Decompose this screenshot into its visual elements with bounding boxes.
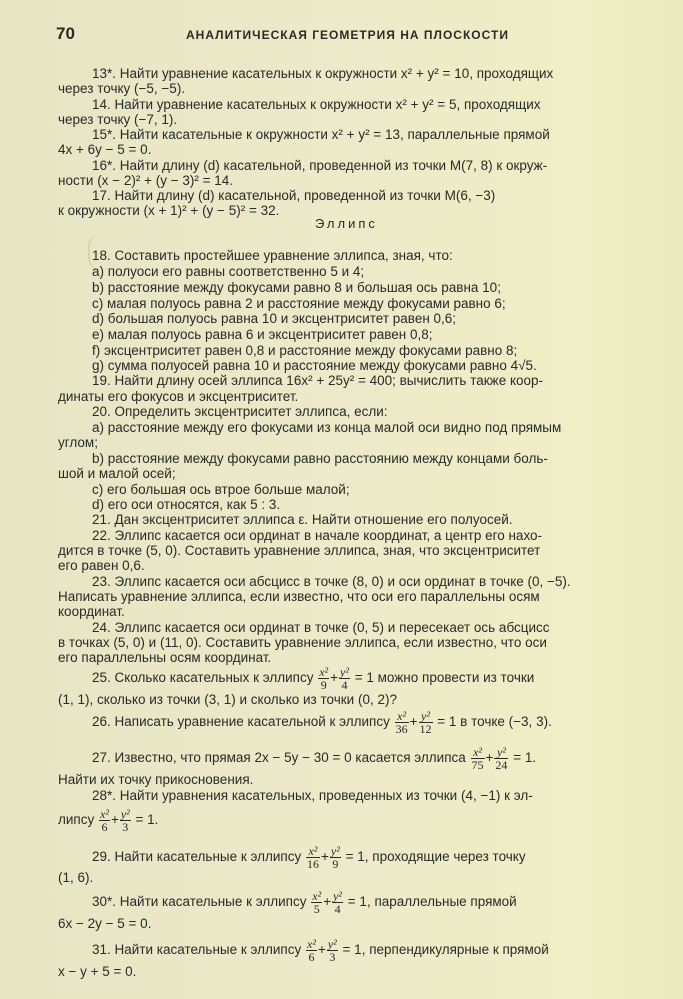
fraction: $\frac{\text{x²}}{6}$ <box>100 807 109 834</box>
problem-24-line-1: 24. Эллипс касается оси ординат в точке (0, 5) и пересекает ось абсцисс <box>92 620 550 635</box>
text: = 1 в точке (−3, 3). <box>437 714 552 730</box>
problem-25-line-1: 25. Сколько касательных к эллипсу $\frac{\text{x²}}{9}$ + $\frac{\text{y²}}{4}$ = 1 можно провести из точки <box>92 665 535 692</box>
problem-18-c: c) малая полуось равна 2 и расстояние между фокусами равно 6; <box>92 296 506 311</box>
problem-20-a-line-1: a) расстояние между его фокусами из конца малой оси видно под прямым <box>92 420 562 435</box>
text: 26. Написать уравнение касательной к эллипсу <box>92 714 390 730</box>
section-title: Эллипс <box>315 216 378 231</box>
problem-27-line-2: Найти их точку прикосновения. <box>58 772 254 787</box>
problem-14-line-2: через точку (−7, 1). <box>58 112 178 127</box>
fraction: $\frac{\text{y²}}{4}$ <box>333 889 343 916</box>
text: 29. Найти касательные к эллипсу <box>92 849 302 865</box>
problem-23-line-1: 23. Эллипс касается оси абсцисс в точке (8, 0) и оси ординат в точке (0, −5). <box>92 574 571 589</box>
running-head: АНАЛИТИЧЕСКАЯ ГЕОМЕТРИЯ НА ПЛОСКОСТИ <box>186 28 509 42</box>
text: = 1, проходящие через точку <box>345 849 526 865</box>
problem-17-line-2: к окружности (x + 1)² + (y − 5)² = 32. <box>58 203 280 218</box>
fraction: $\frac{\text{x²}}{75}$ <box>471 745 484 772</box>
fraction: $\frac{\text{x²}}{5}$ <box>312 889 322 916</box>
fraction: $\frac{\text{y²}}{9}$ <box>330 844 340 871</box>
text: 27. Известно, что прямая 2x − 5y − 30 = 0 касается эллипса <box>92 750 466 766</box>
problem-18-line: 18. Составить простейшее уравнение эллипса, зная, что: <box>92 248 453 263</box>
problem-20-a-line-2: углом; <box>58 435 98 450</box>
page-header <box>56 24 643 44</box>
problem-13-line-1: 13*. Найти уравнение касательных к окружности x² + y² = 10, проходящих <box>92 66 554 81</box>
page-number: 70 <box>56 24 75 43</box>
problem-25-line-2: (1, 1), сколько из точки (3, 1) и сколько из точки (0, 2)? <box>58 692 397 707</box>
fraction: $\frac{\text{x²}}{36}$ <box>395 709 408 736</box>
problem-29-line-2: (1, 6). <box>58 870 94 885</box>
problem-23-line-3: координат. <box>58 604 125 619</box>
fraction: $\frac{\text{x²}}{16}$ <box>307 844 320 871</box>
text: липсу <box>58 812 95 828</box>
problem-22-line-2: дится в точке (5, 0). Составить уравнение эллипса, зная, что эксцентриситет <box>58 543 541 558</box>
problem-29-line-1: 29. Найти касательные к эллипсу $\frac{\text{x²}}{16}$ + $\frac{\text{y²}}{9}$ = 1, проходящие через точку <box>92 844 526 871</box>
text: 25. Сколько касательных к эллипсу <box>92 670 314 686</box>
fraction: $\frac{\text{y²}}{12}$ <box>419 709 432 736</box>
problem-31-line-2: x − y + 5 = 0. <box>58 964 137 979</box>
problem-19-line-1: 19. Найти длину осей эллипса 16x² + 25y² = 400; вычислить также коор- <box>92 373 544 388</box>
fraction: $\frac{\text{y²}}{4}$ <box>340 665 349 692</box>
text: 30*. Найти касательные к эллипсу <box>92 894 307 910</box>
problem-20-c: c) его большая ось втрое больше малой; <box>92 482 350 497</box>
problem-18-a: a) полуоси его равны соответственно 5 и 4; <box>92 264 365 279</box>
problem-19-line-2: динаты его фокусов и эксцентриситет. <box>58 389 299 404</box>
problem-20-d: d) его оси относятся, как 5 : 3. <box>92 497 281 512</box>
problem-28-line-1: 28*. Найти уравнения касательных, проведенных из точки (4, −1) к эл- <box>92 788 533 803</box>
problem-18-b: b) расстояние между фокусами равно 8 и большая ось равна 10; <box>92 280 501 295</box>
problem-30-line-2: 6x − 2y − 5 = 0. <box>58 916 152 931</box>
fraction: $\frac{\text{y²}}{3}$ <box>327 937 337 964</box>
problem-15-line-1: 15*. Найти касательные к окружности x² + y² = 13, параллельные прямой <box>92 127 550 142</box>
text: = 1. <box>135 812 159 828</box>
problem-18-e: e) малая полуось равна 6 и эксцентриситет равен 0,8; <box>92 327 433 342</box>
fraction: $\frac{\text{x²}}{9}$ <box>319 665 329 692</box>
problem-18-f: f) эксцентриситет равен 0,8 и расстояние между фокусами равно 8; <box>92 343 518 358</box>
problem-26-line: 26. Написать уравнение касательной к эллипсу $\frac{\text{x²}}{36}$ + $\frac{\text{y²}}{12}$ = 1 в точке (−3, 3). <box>92 709 552 736</box>
problem-22-line-1: 22. Эллипс касается оси ординат в начале координат, а центр его нахо- <box>92 528 543 543</box>
problem-27-line-1: 27. Известно, что прямая 2x − 5y − 30 = 0 касается эллипса $\frac{\text{x²}}{75}$ + $\frac{\text{y²}}{24}$ = 1. <box>92 745 537 772</box>
problem-14-line-1: 14. Найти уравнение касательных к окружности x² + y² = 5, проходящих <box>92 97 541 112</box>
problem-20-line: 20. Определить эксцентриситет эллипса, если: <box>92 404 388 419</box>
problem-21-line: 21. Дан эксцентриситет эллипса ε. Найти отношение его полуосей. <box>92 512 513 527</box>
text: = 1 можно провести из точки <box>354 670 535 686</box>
fraction: $\frac{\text{y²}}{3}$ <box>120 807 130 834</box>
problem-22-line-3: его равен 0,6. <box>58 558 145 573</box>
problem-31-line-1: 31. Найти касательные к эллипсу $\frac{\text{x²}}{6}$ + $\frac{\text{y²}}{3}$ = 1, перпендикулярные к прямой <box>92 937 549 964</box>
problem-30-line-1: 30*. Найти касательные к эллипсу $\frac{\text{x²}}{5}$ + $\frac{\text{y²}}{4}$ = 1, параллельные прямой <box>92 889 517 916</box>
problem-24-line-2: в точках (5, 0) и (11, 0). Составить уравнение эллипса, если известно, что оси <box>58 635 547 650</box>
problem-23-line-2: Написать уравнение эллипса, если известно, что оси его параллельны осям <box>58 589 540 604</box>
problem-17-line-1: 17. Найти длину (d) касательной, проведенной из точки M(6, −3) <box>92 188 496 203</box>
problem-15-line-2: 4x + 6y − 5 = 0. <box>58 142 152 157</box>
fraction: $\frac{\text{y²}}{24}$ <box>495 745 508 772</box>
fraction: $\frac{\text{x²}}{6}$ <box>307 937 316 964</box>
problem-16-line-1: 16*. Найти длину (d) касательной, проведенной из точки M(7, 8) к окруж- <box>92 158 548 173</box>
text: 31. Найти касательные к эллипсу <box>92 942 302 958</box>
text: = 1. <box>513 750 537 766</box>
text: = 1, перпендикулярные к прямой <box>342 942 549 958</box>
problem-16-line-2: ности (x − 2)² + (y − 3)² = 14. <box>58 173 233 188</box>
problem-24-line-3: его параллельны осям координат. <box>58 650 272 665</box>
problem-20-b-line-1: b) расстояние между фокусами равно расстоянию между концами боль- <box>92 451 548 466</box>
problem-20-b-line-2: шой и малой осей; <box>58 466 176 481</box>
problem-18-d: d) большая полуось равна 10 и эксцентриситет равен 0,6; <box>92 311 457 326</box>
problem-13-line-2: через точку (−5, −5). <box>58 81 186 96</box>
problem-28-line-2: липсу $\frac{\text{x²}}{6}$ + $\frac{\text{y²}}{3}$ = 1. <box>58 807 159 834</box>
text: = 1, параллельные прямой <box>347 894 517 910</box>
problem-18-g: g) сумма полуосей равна 10 и расстояние между фокусами равно 4√5. <box>92 358 537 373</box>
